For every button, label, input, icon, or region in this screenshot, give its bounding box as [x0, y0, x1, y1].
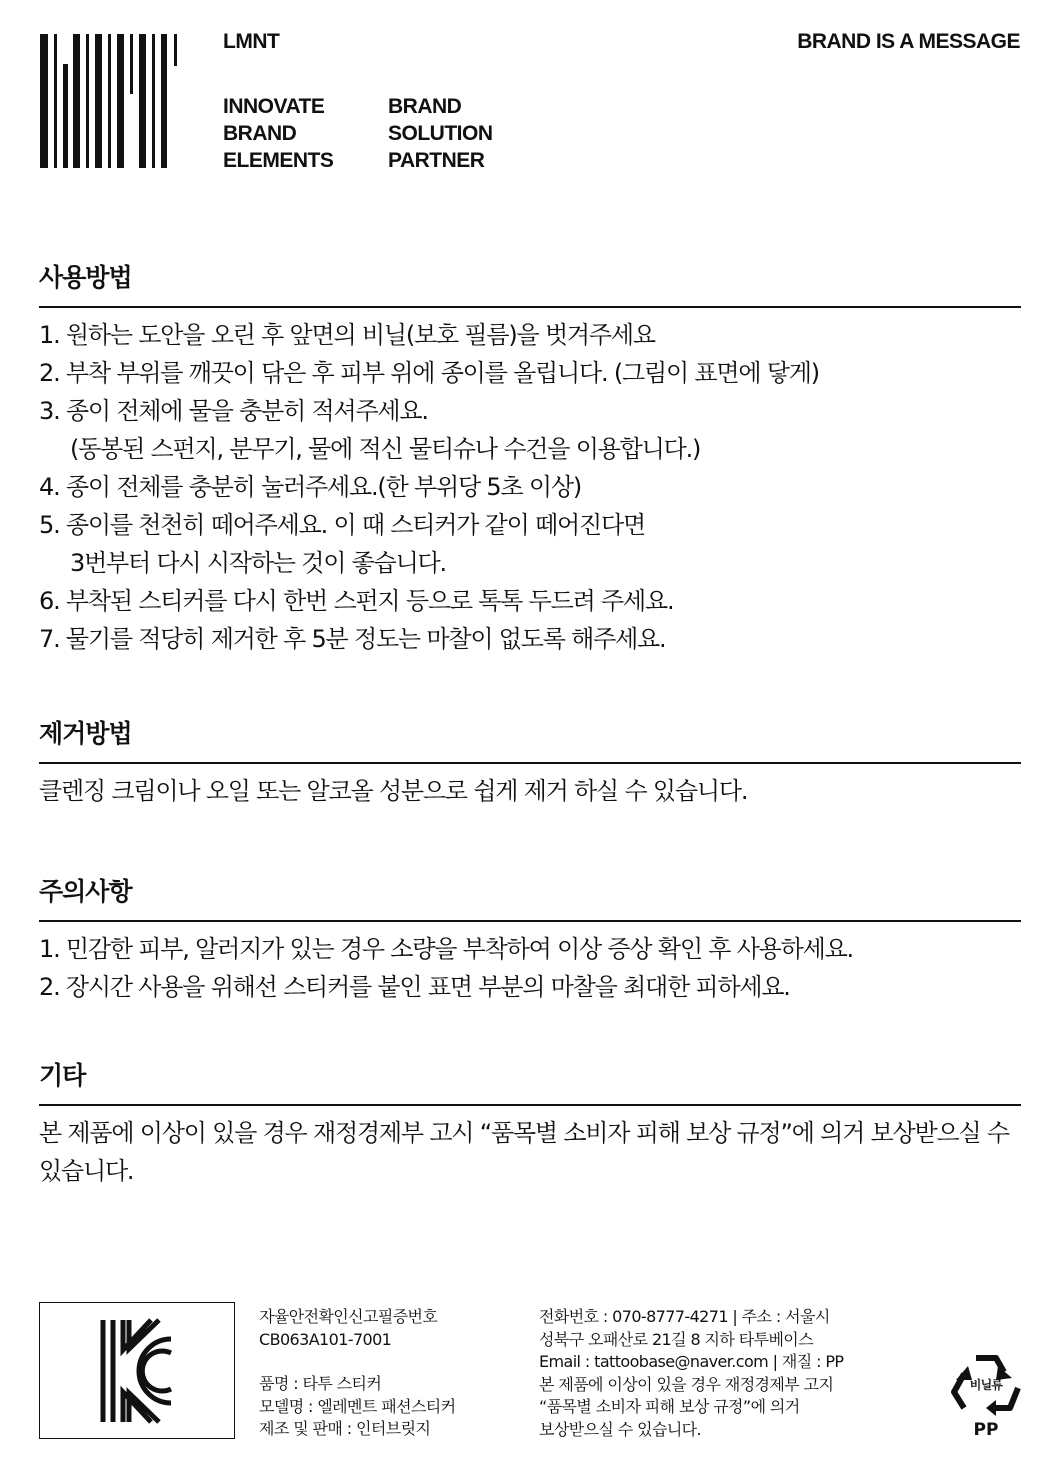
footer-line: 본 제품에 이상이 있을 경우 재정경제부 고지 — [539, 1374, 834, 1394]
footer-line: 자율안전확인신고필증번호 — [259, 1307, 438, 1326]
kc-certification-mark — [39, 1302, 235, 1439]
usage-step: 6. 부착된 스티커를 다시 한번 스펀지 등으로 톡톡 두드려 주세요. — [39, 587, 674, 615]
brand-name: LMNT — [223, 30, 280, 53]
caution-section — [39, 876, 1021, 1006]
usage-step: 4. 종이 전체를 충분히 눌러주세요.(한 부위당 5초 이상) — [39, 473, 582, 501]
usage-step: 3. 종이 전체에 물을 충분히 적셔주세요. — [39, 397, 428, 425]
usage-step: 7. 물기를 적당히 제거한 후 5분 정도는 마찰이 없도록 해주세요. — [39, 625, 666, 653]
recycle-category-label: 비닐류 — [969, 1378, 1003, 1392]
usage-step: 2. 부착 부위를 깨끗이 닦은 후 피부 위에 종이를 올립니다. (그림이 표면에 닿게) — [39, 359, 819, 387]
usage-section — [39, 262, 1021, 658]
removal-text: 클렌징 크림이나 오일 또는 알코올 성분으로 쉽게 제거 하실 수 있습니다. — [39, 777, 748, 805]
slogan-word: BRAND — [223, 122, 297, 145]
footer-spacer — [259, 1351, 456, 1373]
footer-line: 모델명 : 엘레멘트 패션스티커 — [259, 1396, 456, 1416]
slogan-word: INNOVATE — [223, 95, 325, 118]
section-divider — [39, 762, 1021, 764]
footer-product-info — [259, 1306, 456, 1441]
kc-mark-icon — [99, 1317, 175, 1425]
section-divider — [39, 1104, 1021, 1106]
etc-text: 본 제품에 이상이 있을 경우 재정경제부 고시 “품목별 소비자 피해 보상 규정”에 의거 보상받으실 수 있습니다. — [39, 1119, 1009, 1185]
left-slogan-stack — [223, 93, 333, 174]
footer-line: 성북구 오패산로 21길 8 지하 타투베이스 — [539, 1329, 814, 1349]
usage-step: 1. 원하는 도안을 오린 후 앞면의 비닐(보호 필름)을 벗겨주세요 — [39, 321, 655, 349]
etc-heading: 기타 — [39, 1061, 86, 1090]
caution-item: 1. 민감한 피부, 알러지가 있는 경우 소량을 부착하여 이상 증상 확인 후 사용하세요. — [39, 935, 853, 963]
removal-section — [39, 718, 1021, 810]
section-divider — [39, 920, 1021, 922]
usage-heading: 사용방법 — [39, 263, 132, 292]
footer-line: 제조 및 판매 : 인터브릿지 — [259, 1419, 431, 1438]
recycle-material-label: PP — [973, 1420, 999, 1440]
footer-line: 품명 : 타투 스티커 — [259, 1374, 382, 1393]
footer-contact-info — [539, 1306, 843, 1441]
footer-line: 전화번호 : 070-8777-4271 | 주소 : 서울시 — [539, 1307, 830, 1326]
usage-step-continuation: 3번부터 다시 시작하는 것이 좋습니다. — [70, 549, 446, 577]
footer-line: “품목별 소비자 피해 보상 규정”에 의거 — [539, 1397, 800, 1416]
footer-line: 보상받으실 수 있습니다. — [539, 1419, 702, 1439]
slogan-word: ELEMENTS — [223, 149, 334, 172]
recycle-mark — [946, 1352, 1026, 1444]
slogan-word: SOLUTION — [388, 122, 493, 145]
section-divider — [39, 306, 1021, 308]
footer-line: Email : tattoobase@naver.com | 재질 : PP — [539, 1352, 844, 1371]
etc-section — [39, 1060, 1021, 1190]
slogan-word: PARTNER — [388, 149, 485, 172]
usage-step: 5. 종이를 천천히 떼어주세요. 이 때 스티커가 같이 떼어진다면 — [39, 511, 645, 539]
usage-step-continuation: (동봉된 스펀지, 분무기, 물에 적신 물티슈나 수건을 이용합니다.) — [70, 435, 701, 463]
brand-tagline: BRAND IS A MESSAGE — [797, 30, 1020, 53]
slogan-word: BRAND — [388, 95, 462, 118]
caution-heading: 주의사항 — [39, 877, 132, 906]
right-slogan-stack — [388, 93, 493, 174]
removal-heading: 제거방법 — [39, 719, 132, 748]
caution-item: 2. 장시간 사용을 위해선 스티커를 붙인 표면 부분의 마찰을 최대한 피하세요. — [39, 973, 790, 1001]
footer-line: CB063A101-7001 — [259, 1329, 392, 1349]
lmnt-barcode-logo-icon — [40, 34, 180, 168]
